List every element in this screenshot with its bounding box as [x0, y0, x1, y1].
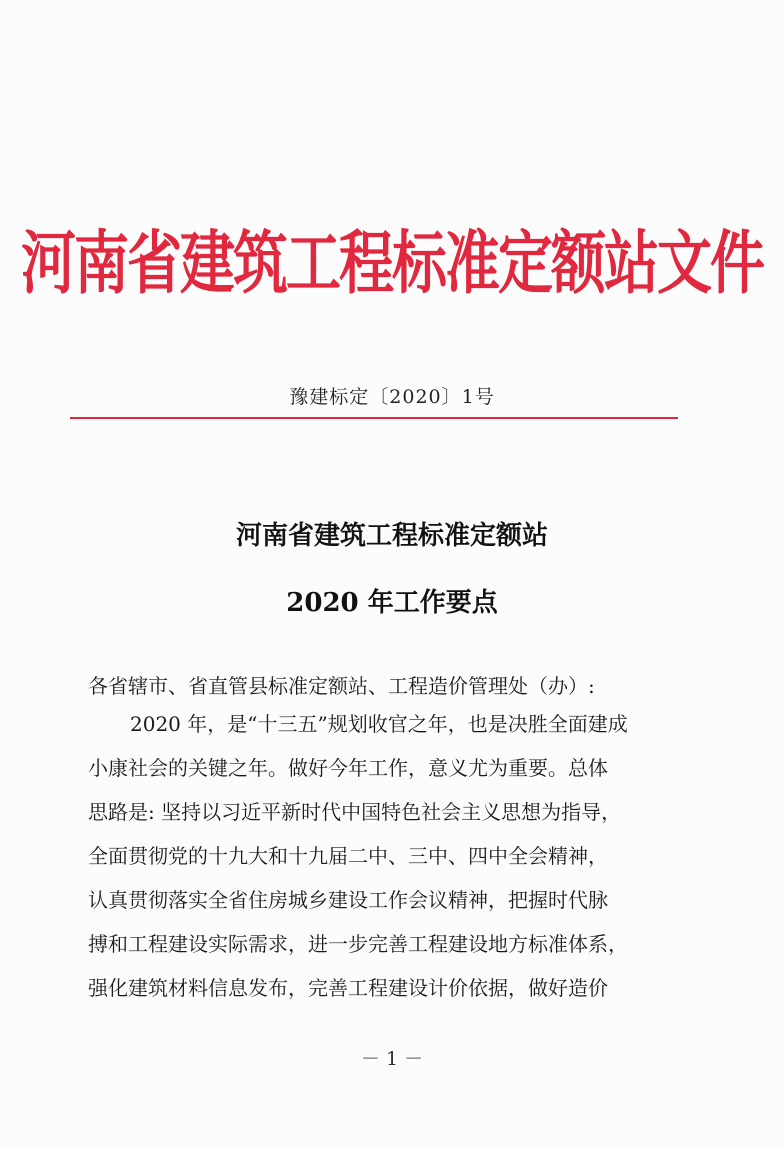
body-line-3: 思路是: 坚持以习近平新时代中国特色社会主义思想为指导， — [88, 800, 622, 824]
body-line-6: 搏和工程建设实际需求，进一步完善工程建设地方标准体系， — [88, 932, 628, 956]
page-number: － 1 － — [360, 1048, 424, 1070]
document-number: 豫建标定〔2020〕1号 — [289, 386, 495, 408]
document-title-line-1: 河南省建筑工程标准定额站 — [235, 521, 548, 551]
document-title-line-2: 2020 年工作要点 — [286, 588, 498, 618]
red-masthead: 河南省建筑工程标准定额站文件 — [20, 221, 763, 303]
body-line-2: 小康社会的关键之年。做好今年工作，意义尤为重要。总体 — [88, 756, 608, 780]
red-divider-line — [70, 417, 678, 419]
body-line-4: 全面贯彻党的十九大和十九届二中、三中、四中全会精神， — [88, 844, 608, 868]
body-line-7: 强化建筑材料信息发布，完善工程建设计价依据，做好造价 — [88, 976, 608, 1000]
body-line-1: 2020 年，是“十三五”规划收官之年，也是决胜全面建成 — [130, 712, 628, 736]
body-line-5: 认真贯彻落实全省住房城乡建设工作会议精神，把握时代脉 — [88, 888, 608, 912]
salutation: 各省辖市、省直管县标准定额站、工程造价管理处（办）: — [88, 674, 595, 698]
